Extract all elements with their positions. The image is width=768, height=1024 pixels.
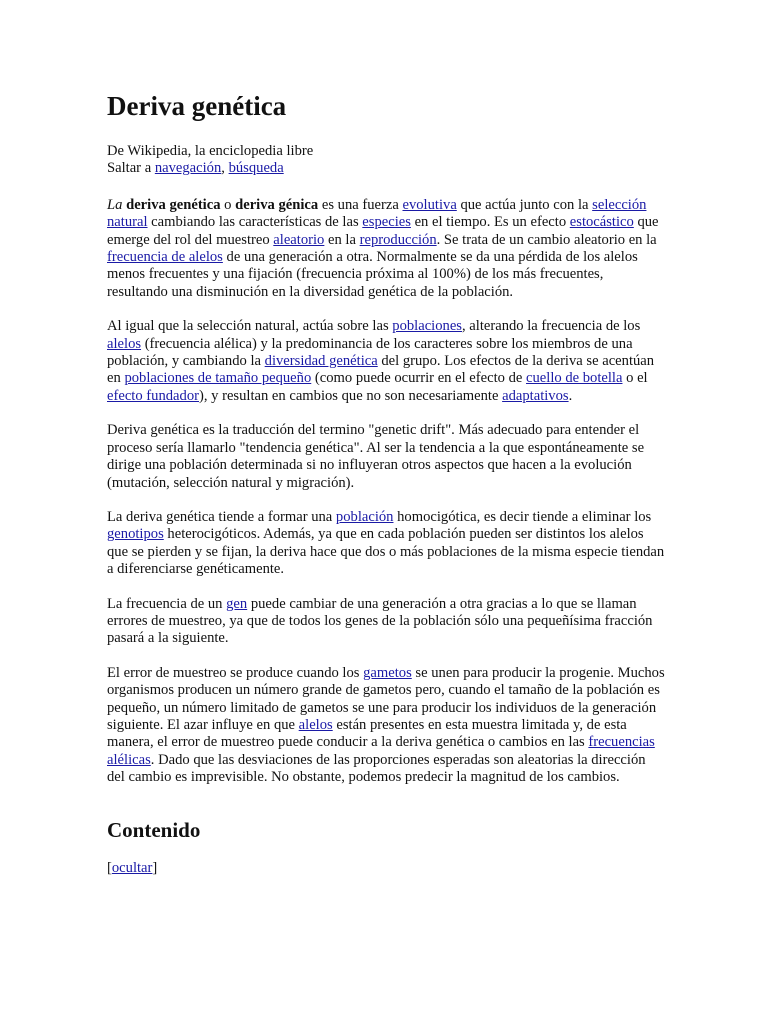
text-segment: . (568, 387, 573, 404)
article-link[interactable]: adaptativos (502, 387, 569, 404)
article-link[interactable]: selección natural (107, 196, 647, 231)
text-segment: en el tiempo. Es un efecto (410, 214, 570, 231)
text-segment: se unen para producir la progenie. Muchos organismos producen un número grande de gametos pero, cuando el tamaño de la población es pequeño, un número limitado de gametos se une para producir los individuos de la generación siguiente. El azar influye en que (107, 664, 665, 733)
paragraph-2 (107, 318, 667, 405)
article-link[interactable]: frecuencia de alelos (107, 249, 223, 266)
toc-toggle (107, 860, 667, 877)
article-link[interactable]: población (335, 508, 394, 525)
hide-toc-link[interactable]: ocultar (111, 859, 153, 876)
article-link[interactable]: cuello de botella (526, 370, 623, 387)
article-link[interactable]: poblaciones de tamaño pequeño (124, 370, 312, 387)
paragraph-3 (107, 422, 667, 492)
paragraph-1 (107, 197, 667, 301)
contents-heading: Contenido (107, 817, 201, 842)
article-link[interactable]: evolutiva (402, 196, 457, 213)
italic-text: La (107, 196, 123, 213)
text-segment: (como puede ocurrir en el efecto de (311, 370, 527, 387)
article-link[interactable]: genotipos (107, 526, 164, 543)
text-segment: . Se trata de un cambio aleatorio en la (436, 231, 657, 248)
navigation-link[interactable]: navegación (154, 160, 222, 177)
article-link[interactable]: aleatorio (273, 231, 325, 248)
article-link[interactable]: poblaciones (392, 318, 462, 335)
article-link[interactable]: especies (362, 214, 411, 231)
text-segment: están presentes en esta muestra limitada y, de esta manera, el error de muestreo puede conducir a la deriva genética o cambios en las (107, 716, 627, 751)
text-segment: El error de muestreo se produce cuando los (107, 664, 364, 681)
article-link[interactable]: diversidad genética (264, 353, 378, 370)
jump-links (107, 160, 667, 177)
source-line: De Wikipedia, la enciclopedia libre (107, 143, 314, 159)
article-link[interactable]: gen (226, 595, 248, 612)
text-segment: (frecuencia alélica) y la predominancia de los caracteres sobre los miembros de una población, y cambiando la (107, 335, 633, 370)
article-paragraphs (107, 197, 667, 787)
text-segment: en la (324, 231, 360, 248)
article-link[interactable]: efecto fundador (107, 387, 199, 404)
text-segment: que actúa junto con la (456, 196, 593, 213)
article-link[interactable]: alelos (107, 335, 142, 352)
paragraph-5 (107, 596, 667, 648)
text-segment: ), y resultan en cambios que no son necesariamente (198, 387, 503, 404)
text-segment: homocigótica, es decir tiende a eliminar los (393, 508, 652, 525)
text-segment: o el (622, 370, 648, 387)
text-segment: heterocigóticos. Además, ya que en cada población pueden ser distintos los alelos que se pierden y se fijan, la deriva hace que dos o más poblaciones de la misma especie tiendan a diferenciarse genéticamente. (107, 526, 665, 578)
text-segment: La deriva genética tiende a formar una (107, 508, 336, 525)
text-segment: puede cambiar de una generación a otra gracias a lo que se llaman errores de muestreo, ya que de todos los genes de la población sólo una pequeñísima fracción pasará a la siguiente. (107, 595, 653, 647)
toc-open-bracket: [ (107, 859, 112, 876)
text-segment: , alterando la frecuencia de los (462, 318, 641, 335)
paragraph-4 (107, 509, 667, 579)
bold-term: deriva génica (235, 196, 319, 213)
text-segment: del grupo. Los efectos de la deriva se acentúan en (107, 353, 655, 387)
text-segment: La frecuencia de un (107, 595, 227, 612)
text-segment: Deriva genética es la traducción del termino "genetic drift". Más adecuado para entender el proceso sería llamarlo "tendencia genética". Al ser la tendencia a la que espontáneamente se dirige una población determinada si no influyeran otros aspectos que hacen a la evolución (mutación, selección natural y migración). (107, 422, 645, 491)
article-link[interactable]: gametos (363, 664, 412, 681)
article-body (107, 89, 667, 877)
text-segment: de una generación a otra. Normalmente se da una pérdida de los alelos menos frecuentes y una fijación (frecuencia próxima al 100%) de los más frecuentes, resultando una disminución en la diversidad genética de la población. (107, 249, 638, 300)
jump-prefix: Saltar a (107, 160, 155, 177)
article-link[interactable]: alelos (298, 716, 333, 733)
text-segment: cambiando las características de las (147, 214, 363, 231)
toc-close-bracket: ] (152, 859, 158, 876)
article-link[interactable]: reproducción (359, 231, 437, 248)
text-segment: Al igual que la selección natural, actúa sobre las (107, 318, 393, 335)
article-link[interactable]: estocástico (569, 214, 634, 231)
text-segment: o (220, 196, 236, 213)
search-link[interactable]: búsqueda (228, 160, 284, 177)
text-segment: es una fuerza (318, 196, 403, 213)
text-segment: que emerge del rol del muestreo (107, 214, 659, 248)
jump-separator: , (221, 160, 229, 177)
page-title: Deriva genética (107, 91, 287, 121)
bold-term: deriva genética (126, 196, 221, 213)
article-meta (107, 143, 667, 178)
paragraph-6 (107, 665, 667, 787)
article-link[interactable]: frecuencias alélicas (107, 734, 655, 768)
text-segment: . Dado que las desviaciones de las proporciones esperadas son aleatorias la dirección del cambio es imprevisible. No obstante, podemos predecir la magnitud de los cambios. (107, 751, 646, 786)
